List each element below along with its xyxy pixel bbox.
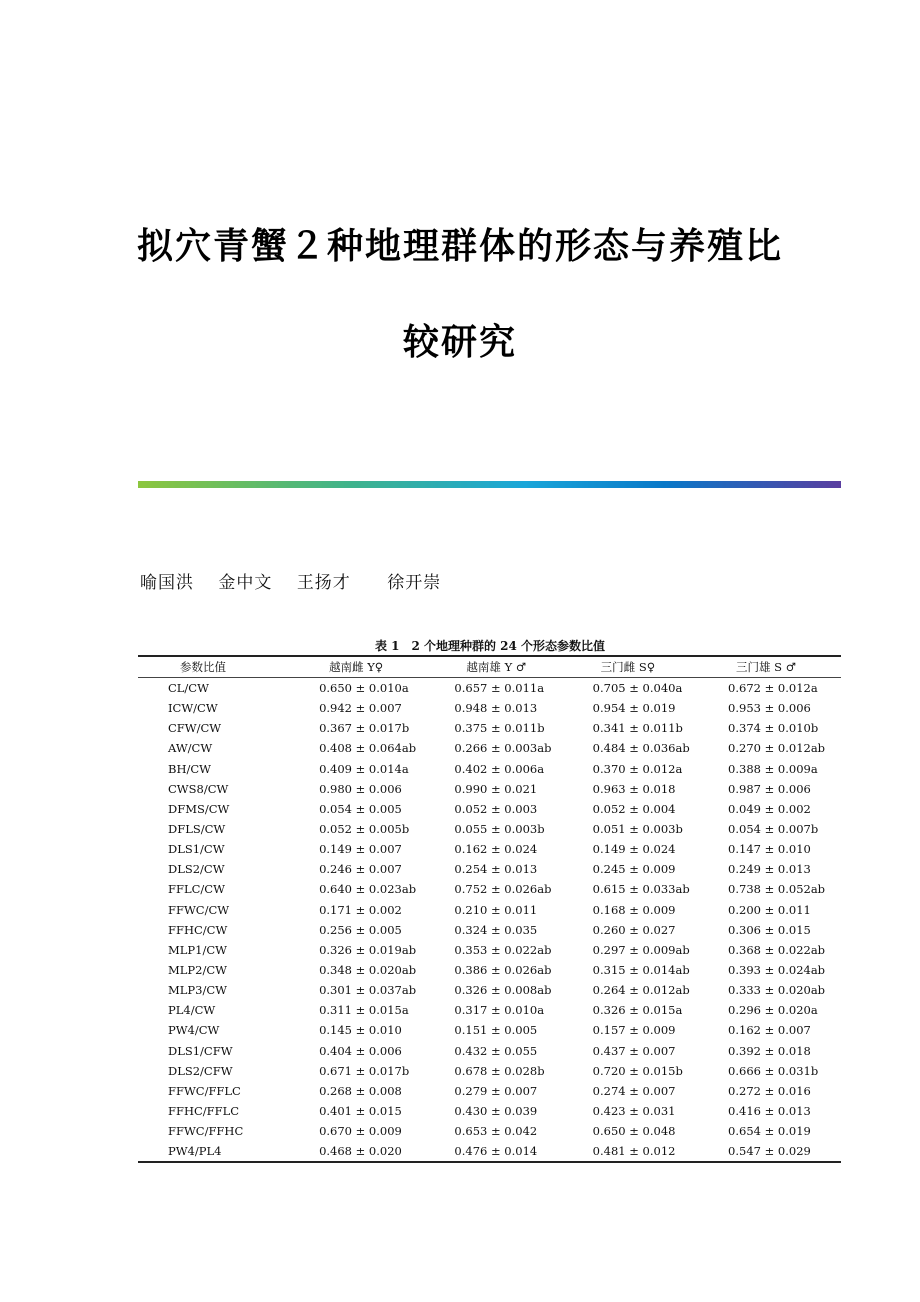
- value-cell: 0.266 ± 0.003ab: [454, 741, 552, 756]
- table-row: [138, 920, 841, 940]
- value-cell: 0.260 ± 0.027: [592, 922, 676, 937]
- document-title-line-2: 较研究: [402, 321, 517, 363]
- morphology-table: [138, 655, 841, 1163]
- table-row: [138, 698, 841, 718]
- value-cell: 0.246 ± 0.007: [319, 862, 402, 877]
- value-cell: 0.481 ± 0.012: [593, 1141, 728, 1162]
- table-row: [138, 879, 841, 899]
- value-cell: 0.375 ± 0.011b: [454, 721, 545, 736]
- value-cell: 0.274 ± 0.007: [592, 1083, 676, 1098]
- column-header: 三门雄 S ♂: [728, 656, 841, 678]
- value-cell: 0.157 ± 0.009: [592, 1023, 676, 1038]
- value-cell: 0.296 ± 0.020a: [728, 1003, 818, 1018]
- value-cell: 0.341 ± 0.011b: [592, 721, 683, 736]
- value-cell: 0.738 ± 0.052ab: [728, 882, 826, 897]
- value-cell: 0.368 ± 0.022ab: [728, 942, 826, 957]
- table-body: [138, 678, 841, 1163]
- parameter-ratio-cell: DLS2/CFW: [168, 1063, 233, 1078]
- value-cell: 0.705 ± 0.040a: [592, 681, 683, 696]
- value-cell: 0.168 ± 0.009: [592, 902, 676, 917]
- value-cell: 0.326 ± 0.015a: [592, 1003, 683, 1018]
- value-cell: 0.162 ± 0.024: [454, 842, 538, 857]
- parameter-ratio-cell: CL/CW: [168, 681, 209, 696]
- value-cell: 0.653 ± 0.042: [454, 1124, 538, 1139]
- parameter-ratio-cell: ICW/CW: [168, 701, 218, 716]
- value-cell: 0.326 ± 0.019ab: [319, 942, 417, 957]
- value-cell: 0.256 ± 0.005: [319, 922, 402, 937]
- parameter-ratio-cell: FFLC/CW: [168, 882, 225, 897]
- value-cell: 0.386 ± 0.026ab: [454, 963, 552, 978]
- value-cell: 0.051 ± 0.003b: [592, 822, 683, 837]
- parameter-ratio-cell: BH/CW: [168, 761, 211, 776]
- value-cell: 0.171 ± 0.002: [319, 902, 402, 917]
- value-cell: 0.468 ± 0.020: [319, 1141, 454, 1162]
- value-cell: 0.654 ± 0.019: [728, 1124, 811, 1139]
- value-cell: 0.650 ± 0.048: [592, 1124, 676, 1139]
- table-row: [138, 1000, 841, 1020]
- value-cell: 0.388 ± 0.009a: [728, 761, 818, 776]
- value-cell: 0.720 ± 0.015b: [592, 1063, 683, 1078]
- value-cell: 0.615 ± 0.033ab: [592, 882, 690, 897]
- value-cell: 0.367 ± 0.017b: [319, 721, 410, 736]
- value-cell: 0.311 ± 0.015a: [319, 1003, 409, 1018]
- value-cell: 0.254 ± 0.013: [454, 862, 538, 877]
- value-cell: 0.054 ± 0.007b: [728, 822, 819, 837]
- parameter-ratio-cell: AW/CW: [168, 741, 213, 756]
- value-cell: 0.370 ± 0.012a: [592, 761, 683, 776]
- value-cell: 0.484 ± 0.036ab: [592, 741, 690, 756]
- author-name: 金中文: [218, 573, 273, 593]
- value-cell: 0.393 ± 0.024ab: [728, 963, 826, 978]
- parameter-ratio-cell: DFMS/CW: [168, 801, 230, 816]
- value-cell: 0.306 ± 0.015: [728, 922, 811, 937]
- parameter-ratio-cell: MLP1/CW: [168, 942, 227, 957]
- value-cell: 0.416 ± 0.013: [728, 1104, 811, 1119]
- column-header: 三门雌 S♀: [593, 656, 728, 678]
- parameter-ratio-cell: FFWC/FFHC: [168, 1124, 244, 1139]
- value-cell: 0.200 ± 0.011: [728, 902, 811, 917]
- parameter-ratio-cell: PL4/CW: [168, 1003, 216, 1018]
- parameter-ratio-cell: MLP2/CW: [168, 963, 227, 978]
- table-row: [138, 738, 841, 758]
- value-cell: 0.149 ± 0.024: [592, 842, 676, 857]
- table-row: [138, 980, 841, 1000]
- parameter-ratio-cell: DLS2/CW: [168, 862, 225, 877]
- value-cell: 0.640 ± 0.023ab: [319, 882, 417, 897]
- value-cell: 0.326 ± 0.008ab: [454, 983, 552, 998]
- value-cell: 0.392 ± 0.018: [728, 1043, 811, 1058]
- parameter-ratio-cell: PW4/PL4: [138, 1141, 319, 1162]
- table-row: [138, 1141, 841, 1162]
- value-cell: 0.980 ± 0.006: [319, 781, 402, 796]
- table-header-row: [138, 656, 841, 678]
- value-cell: 0.147 ± 0.010: [728, 842, 811, 857]
- parameter-ratio-cell: FFHC/FFLC: [168, 1104, 240, 1119]
- document-title-line-1: 拟穴青蟹２种地理群体的形态与养殖比: [136, 225, 783, 267]
- parameter-ratio-cell: CWS8/CW: [168, 781, 229, 796]
- value-cell: 0.348 ± 0.020ab: [319, 963, 417, 978]
- value-cell: 0.666 ± 0.031b: [728, 1063, 819, 1078]
- table-row: [138, 900, 841, 920]
- value-cell: 0.162 ± 0.007: [728, 1023, 811, 1038]
- value-cell: 0.145 ± 0.010: [319, 1023, 402, 1038]
- value-cell: 0.401 ± 0.015: [319, 1104, 402, 1119]
- value-cell: 0.476 ± 0.014: [454, 1141, 592, 1162]
- author-name: 王扬才: [296, 573, 351, 593]
- value-cell: 0.432 ± 0.055: [454, 1043, 538, 1058]
- table-row: [138, 1121, 841, 1141]
- table-row: [138, 759, 841, 779]
- value-cell: 0.245 ± 0.009: [592, 862, 676, 877]
- gradient-divider: [138, 481, 841, 488]
- value-cell: 0.301 ± 0.037ab: [319, 983, 417, 998]
- value-cell: 0.547 ± 0.029: [728, 1141, 841, 1162]
- value-cell: 0.315 ± 0.014ab: [592, 963, 690, 978]
- value-cell: 0.333 ± 0.020ab: [728, 983, 826, 998]
- value-cell: 0.657 ± 0.011a: [454, 681, 545, 696]
- value-cell: 0.423 ± 0.031: [592, 1104, 676, 1119]
- value-cell: 0.055 ± 0.003b: [454, 822, 545, 837]
- author-name: 喻国洪: [140, 573, 194, 593]
- value-cell: 0.408 ± 0.064ab: [319, 741, 417, 756]
- parameter-ratio-cell: FFHC/CW: [168, 922, 228, 937]
- value-cell: 0.678 ± 0.028b: [454, 1063, 545, 1078]
- table-row: [138, 1061, 841, 1081]
- table-row: [138, 1041, 841, 1061]
- parameter-ratio-cell: PW4/CW: [168, 1023, 220, 1038]
- value-cell: 0.317 ± 0.010a: [454, 1003, 545, 1018]
- column-header: 越南雌 Y♀: [319, 656, 454, 678]
- value-cell: 0.324 ± 0.035: [454, 922, 538, 937]
- value-cell: 0.268 ± 0.008: [319, 1083, 402, 1098]
- parameter-ratio-cell: DLS1/CW: [168, 842, 225, 857]
- table-row: [138, 1081, 841, 1101]
- value-cell: 0.052 ± 0.004: [592, 801, 676, 816]
- value-cell: 0.954 ± 0.019: [592, 701, 676, 716]
- table-row: [138, 859, 841, 879]
- value-cell: 0.270 ± 0.012ab: [728, 741, 826, 756]
- table-row: [138, 1020, 841, 1040]
- column-header: 参数比值: [138, 656, 319, 678]
- value-cell: 0.353 ± 0.022ab: [454, 942, 552, 957]
- value-cell: 0.948 ± 0.013: [454, 701, 538, 716]
- author-list: [140, 568, 459, 593]
- value-cell: 0.942 ± 0.007: [319, 701, 402, 716]
- value-cell: 0.404 ± 0.006: [319, 1043, 402, 1058]
- value-cell: 0.963 ± 0.018: [592, 781, 676, 796]
- value-cell: 0.670 ± 0.009: [319, 1124, 402, 1139]
- value-cell: 0.990 ± 0.021: [454, 781, 538, 796]
- table-row: [138, 678, 841, 699]
- value-cell: 0.672 ± 0.012a: [728, 681, 818, 696]
- table-row: [138, 718, 841, 738]
- table-row: [138, 940, 841, 960]
- table-row: [138, 839, 841, 859]
- value-cell: 0.151 ± 0.005: [454, 1023, 538, 1038]
- value-cell: 0.650 ± 0.010a: [319, 681, 409, 696]
- value-cell: 0.279 ± 0.007: [454, 1083, 538, 1098]
- parameter-ratio-cell: CFW/CW: [168, 721, 222, 736]
- table-row: [138, 779, 841, 799]
- table-row: [138, 960, 841, 980]
- value-cell: 0.049 ± 0.002: [728, 801, 811, 816]
- value-cell: 0.402 ± 0.006a: [454, 761, 545, 776]
- table-row: [138, 799, 841, 819]
- value-cell: 0.987 ± 0.006: [728, 781, 811, 796]
- value-cell: 0.210 ± 0.011: [454, 902, 538, 917]
- parameter-ratio-cell: FFWC/CW: [168, 902, 230, 917]
- parameter-ratio-cell: FFWC/FFLC: [168, 1083, 241, 1098]
- value-cell: 0.052 ± 0.005b: [319, 822, 410, 837]
- table-row: [138, 1101, 841, 1121]
- value-cell: 0.953 ± 0.006: [728, 701, 811, 716]
- value-cell: 0.264 ± 0.012ab: [592, 983, 690, 998]
- value-cell: 0.671 ± 0.017b: [319, 1063, 410, 1078]
- value-cell: 0.374 ± 0.010b: [728, 721, 819, 736]
- parameter-ratio-cell: DFLS/CW: [168, 822, 226, 837]
- value-cell: 0.149 ± 0.007: [319, 842, 402, 857]
- value-cell: 0.272 ± 0.016: [728, 1083, 811, 1098]
- column-header: 越南雄 Y ♂: [454, 656, 592, 678]
- value-cell: 0.249 ± 0.013: [728, 862, 811, 877]
- value-cell: 0.052 ± 0.003: [454, 801, 538, 816]
- value-cell: 0.409 ± 0.014a: [319, 761, 409, 776]
- author-name: 徐开崇: [387, 573, 442, 593]
- value-cell: 0.297 ± 0.009ab: [592, 942, 690, 957]
- parameter-ratio-cell: MLP3/CW: [168, 983, 227, 998]
- value-cell: 0.437 ± 0.007: [592, 1043, 676, 1058]
- value-cell: 0.430 ± 0.039: [454, 1104, 538, 1119]
- value-cell: 0.752 ± 0.026ab: [454, 882, 552, 897]
- parameter-ratio-cell: DLS1/CFW: [168, 1043, 233, 1058]
- value-cell: 0.054 ± 0.005: [319, 801, 402, 816]
- table-row: [138, 819, 841, 839]
- table-caption: 表 1 2 个地理种群的 24 个形态参数比值: [374, 639, 606, 653]
